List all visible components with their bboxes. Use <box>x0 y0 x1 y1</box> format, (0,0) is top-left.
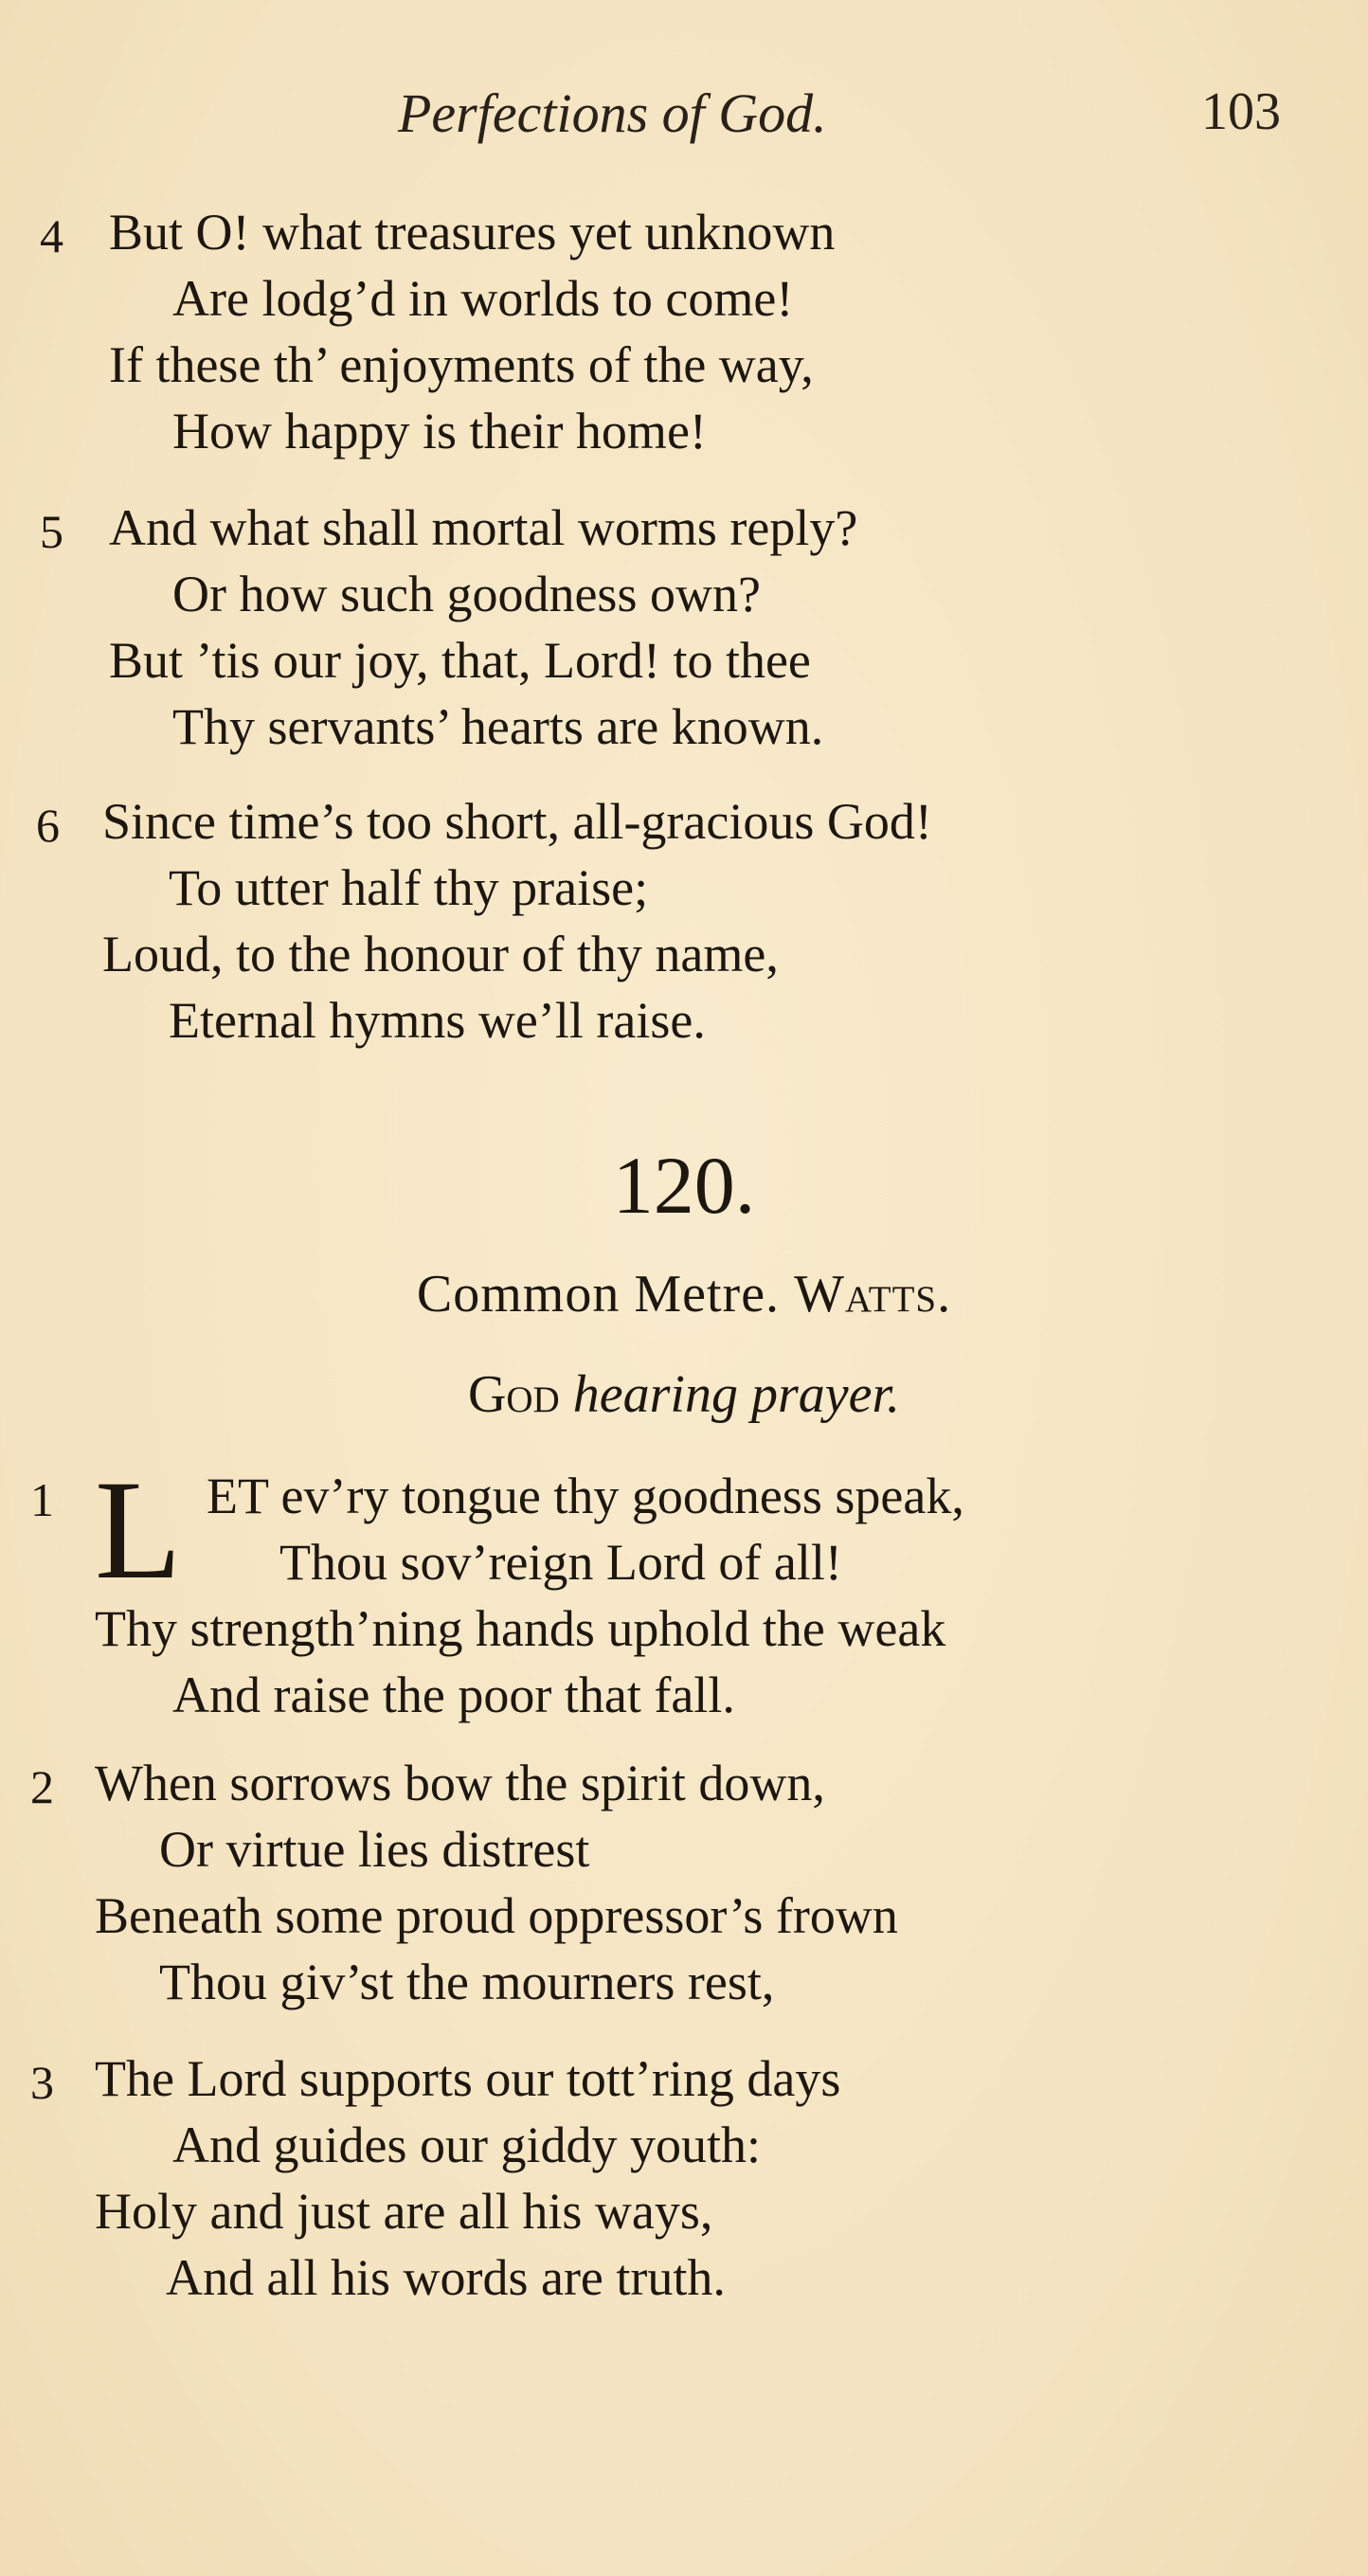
verse-line: To utter half thy praise; <box>169 859 649 916</box>
verse-line: And raise the poor that fall. <box>172 1666 735 1723</box>
page-number: 103 <box>1201 82 1281 141</box>
verse-line: Thy servants’ hearts are known. <box>172 698 824 755</box>
verse-line: Thou giv’st the mourners rest, <box>159 1954 775 2010</box>
verse-line: Or how such goodness own? <box>172 566 761 622</box>
verse-line: Since time’s too short, all-gracious God! <box>102 793 932 850</box>
verse-line: But O! what treasures yet unknown <box>109 204 836 261</box>
verse-number: 1 <box>30 1473 54 1526</box>
verse-line: And guides our giddy youth: <box>172 2117 761 2173</box>
verse-line: If these th’ enjoyments of the way, <box>109 336 814 393</box>
running-title: Perfections of God. <box>398 82 827 144</box>
verse-line: Thou sov’reign Lord of all! <box>279 1534 842 1591</box>
verse-line: ET ev’ry tongue thy goodness speak, <box>207 1468 964 1524</box>
verse-number: 3 <box>30 2056 54 2109</box>
hymn-subject <box>0 1364 1368 1425</box>
verse-line: And all his words are truth. <box>166 2249 726 2306</box>
subject-text: hearing prayer. <box>572 1365 901 1424</box>
verse-number: 5 <box>40 505 63 558</box>
running-head <box>0 74 1368 150</box>
verse-line: Or virtue lies distrest <box>159 1821 590 1878</box>
hymn-author: Watts. <box>794 1265 952 1324</box>
verse-line: Loud, to the honour of thy name, <box>102 926 779 982</box>
verse-line: Beneath some proud oppressor’s frown <box>95 1887 898 1944</box>
hymn-number: 120. <box>612 1140 756 1231</box>
verse-line: Holy and just are all his ways, <box>95 2183 713 2240</box>
verse-number: 4 <box>40 209 63 262</box>
verse-line: Eternal hymns we’ll raise. <box>169 992 706 1049</box>
subject-prefix: God <box>467 1365 560 1424</box>
verse-line: Thy strength’ning hands uphold the weak <box>95 1600 946 1657</box>
verse-line: How happy is their home! <box>172 403 707 459</box>
verse-line: Are lodg’d in worlds to come! <box>172 270 794 327</box>
verse-line: And what shall mortal worms reply? <box>109 499 858 556</box>
verse-number: 2 <box>30 1760 54 1813</box>
verse-line: The Lord supports our tott’ring days <box>95 2050 841 2107</box>
verse-line: But ’tis our joy, that, Lord! to thee <box>109 632 811 689</box>
hymn-metre <box>0 1264 1368 1324</box>
verse-number: 6 <box>36 799 60 852</box>
metre-label: Common Metre. <box>416 1265 781 1324</box>
verse-line: When sorrows bow the spirit down, <box>95 1755 825 1811</box>
drop-cap: L <box>95 1451 182 1609</box>
